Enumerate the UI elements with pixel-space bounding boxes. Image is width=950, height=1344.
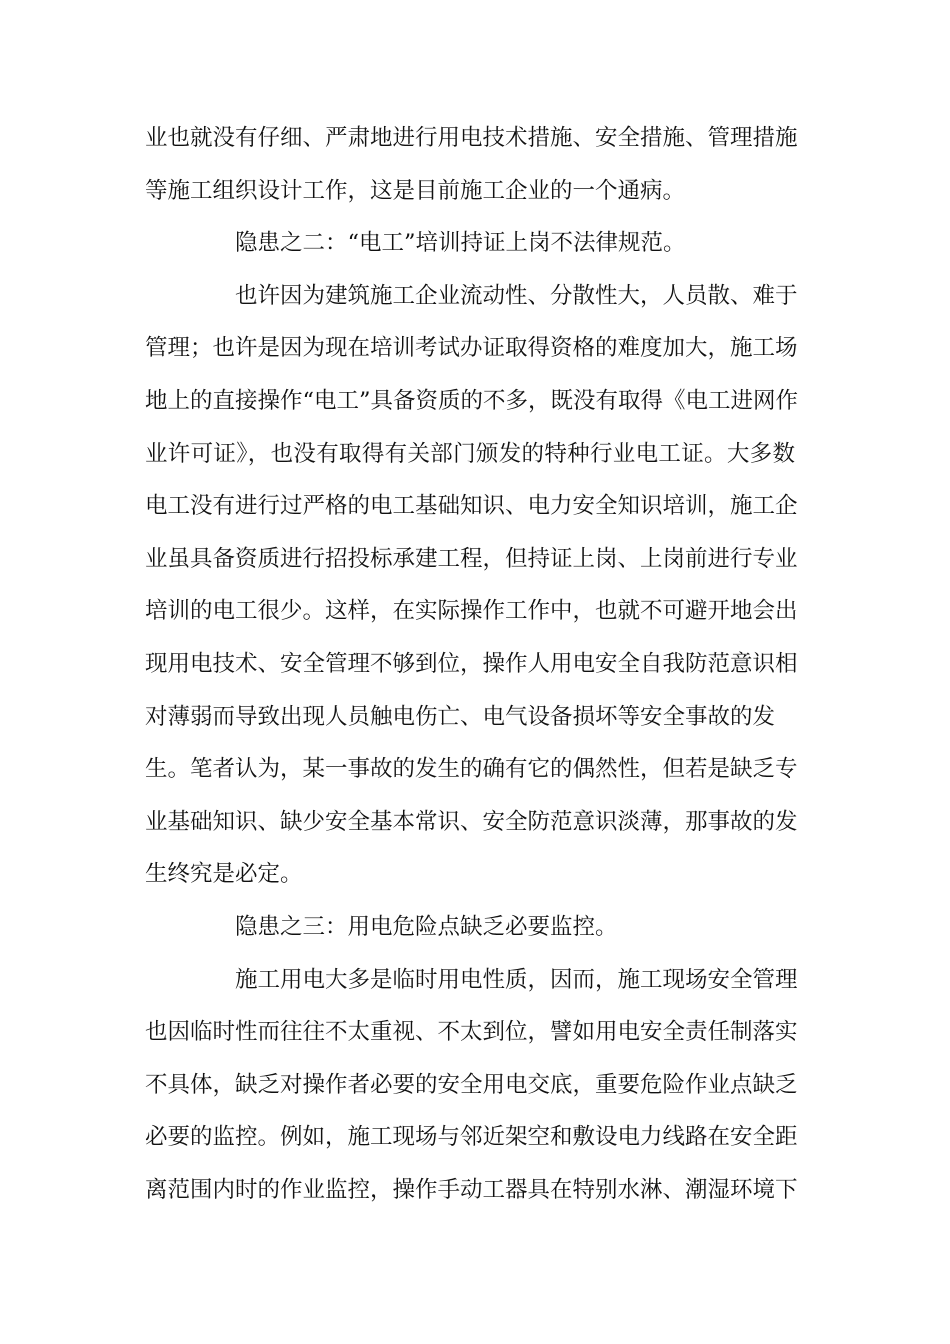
text-line: 等施工组织设计工作，这是目前施工企业的一个通病。 (145, 177, 686, 204)
text-line: 不具体，缺乏对操作者必要的安全用电交底，重要危险作业点缺乏 (145, 1071, 798, 1098)
text-line: 对薄弱而导致出现人员触电伤亡、电气设备损坏等安全事故的发 (145, 703, 776, 730)
text-line: 电工没有进行过严格的电工基础知识、电力安全知识培训，施工企 (145, 493, 798, 520)
text-line: 业基础知识、缺少安全基本常识、安全防范意识淡薄，那事故的发 (145, 808, 798, 835)
body-text (145, 112, 799, 1216)
text-line: 施工用电大多是临时用电性质，因而，施工现场安全管理 (235, 966, 798, 993)
text-line: 培训的电工很少。这样，在实际操作工作中，也就不可避开地会出 (145, 598, 798, 625)
text-line: 业许可证》，也没有取得有关部门颁发的特种行业电工证。大多数 (145, 440, 795, 467)
text-line: 现用电技术、安全管理不够到位，操作人用电安全自我防范意识相 (145, 650, 798, 677)
text-line: 隐患之二：“电工”培训持证上岗不法律规范。 (235, 230, 686, 257)
text-line: 也因临时性而往往不太重视、不太到位，譬如用电安全责任制落实 (145, 1019, 798, 1046)
text-line: 隐患之三：用电危险点缺乏必要监控。 (235, 913, 618, 940)
text-line: 地上的直接操作“电工”具备资质的不多，既没有取得《电工进网作 (145, 387, 799, 414)
text-line: 管理；也许是因为现在培训考试办证取得资格的难度加大，施工场 (145, 335, 798, 362)
text-line: 业虽具备资质进行招投标承建工程，但持证上岗、上岗前进行专业 (145, 545, 798, 572)
text-line: 生。笔者认为，某一事故的发生的确有它的偶然性，但若是缺乏专 (145, 756, 798, 783)
text-line: 生终究是必定。 (145, 861, 303, 888)
text-line: 必要的监控。例如，施工现场与邻近架空和敷设电力线路在安全距 (145, 1124, 798, 1151)
text-line: 离范围内时的作业监控，操作手动工器具在特别水淋、潮湿环境下 (145, 1176, 798, 1203)
text-line: 业也就没有仔细、严肃地进行用电技术措施、安全措施、管理措施 (145, 125, 798, 151)
text-line: 也许因为建筑施工企业流动性、分散性大，人员散、难于 (235, 282, 798, 309)
